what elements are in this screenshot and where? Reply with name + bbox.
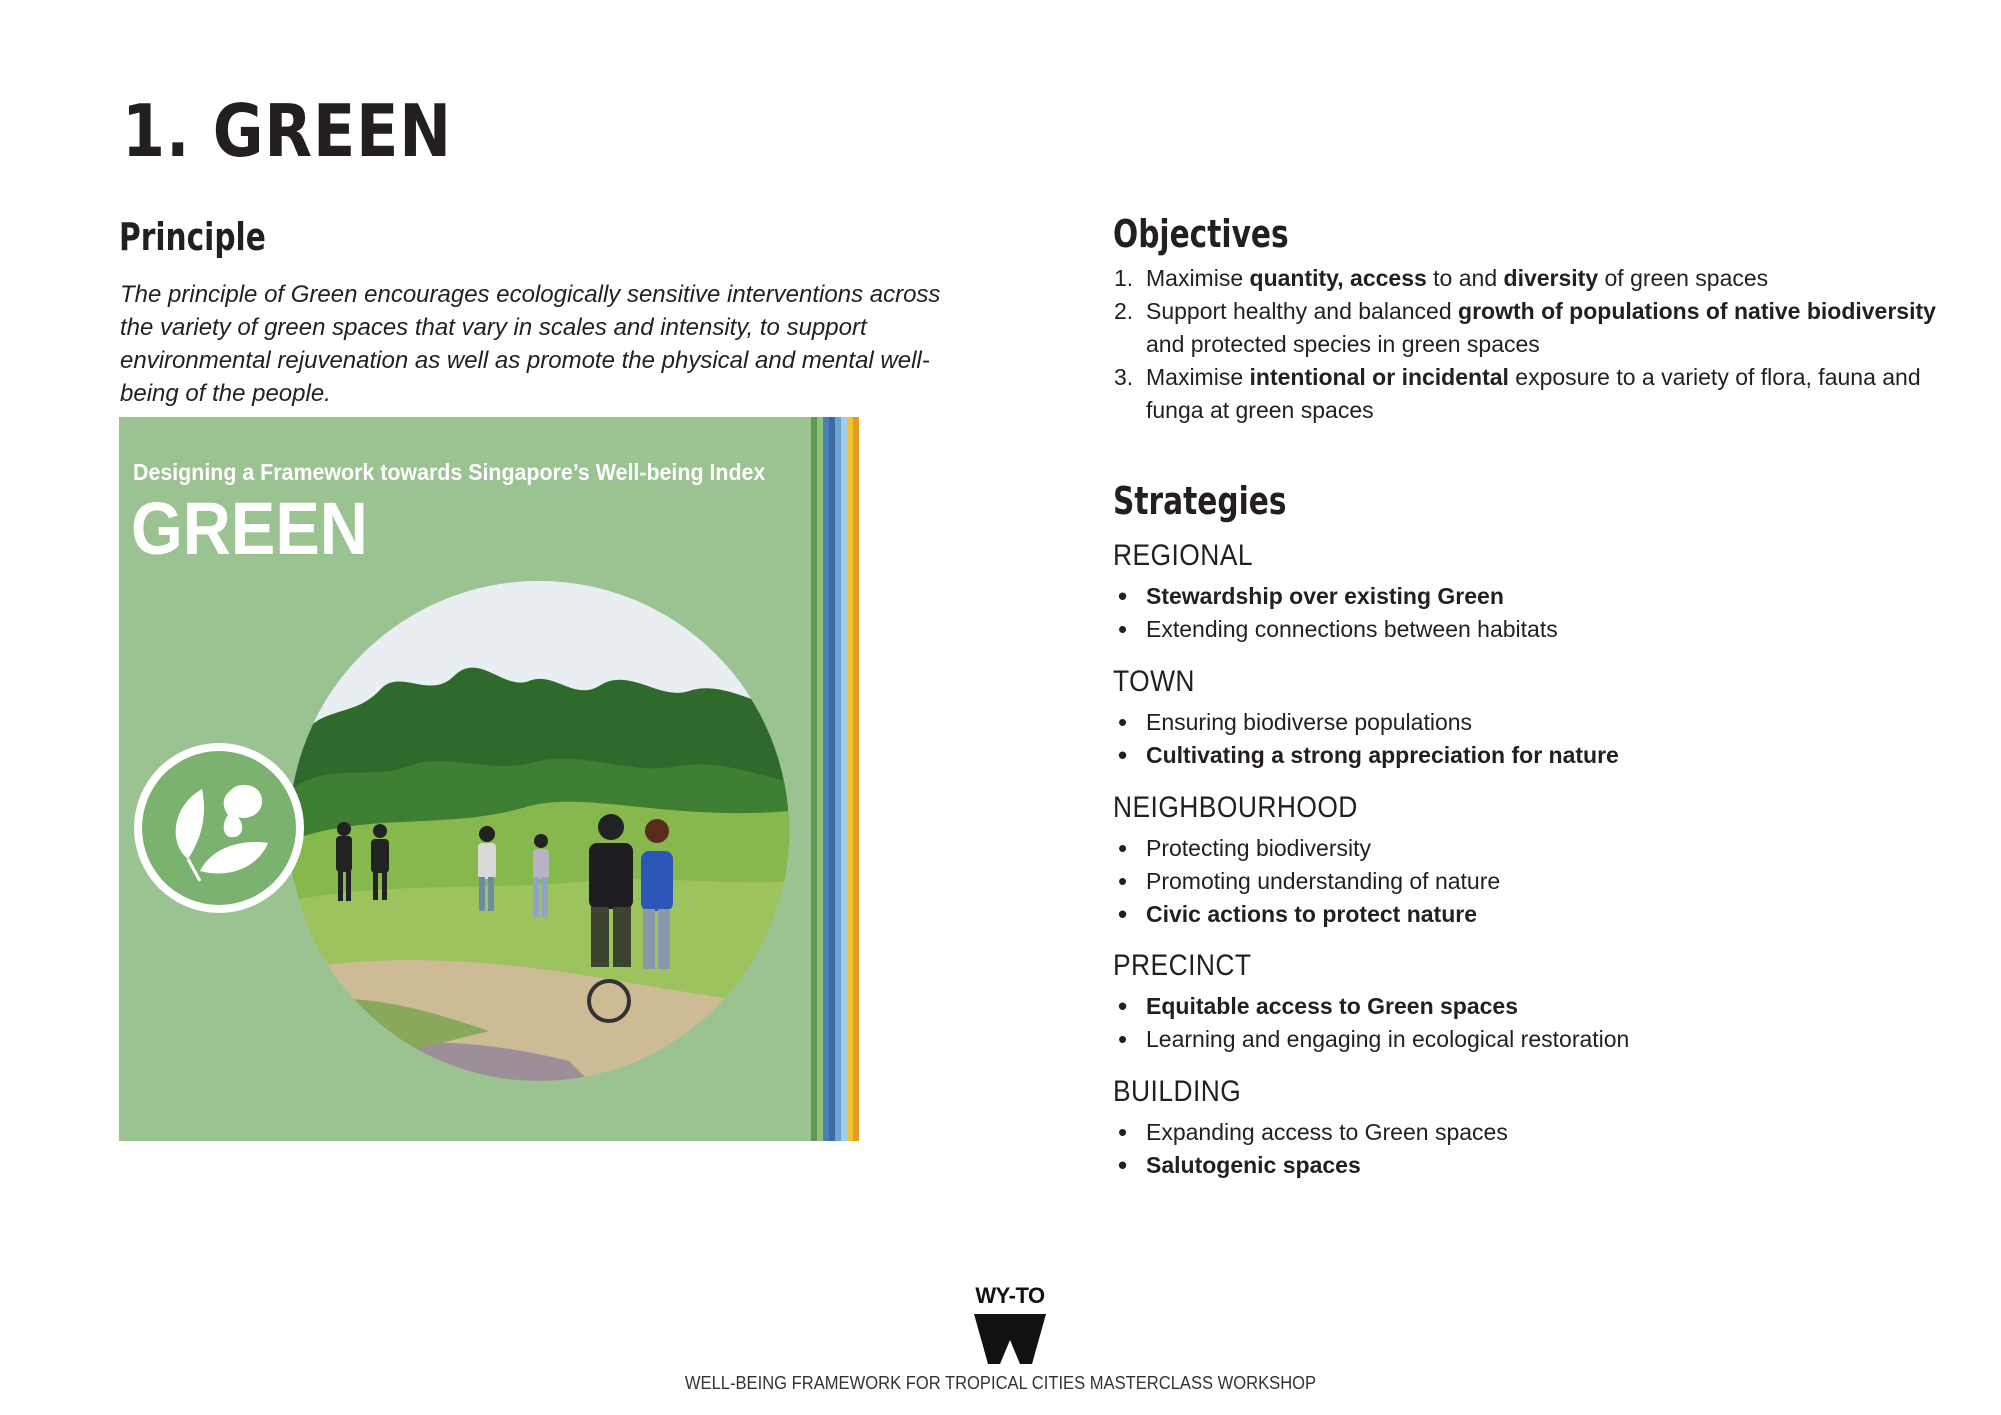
cover-subtitle: Designing a Framework towards Singapore’s Well-being Index	[133, 459, 766, 485]
objective-number: 1.	[1114, 265, 1134, 291]
strategy-level-heading: BUILDING	[1113, 1075, 1242, 1108]
objective-item	[1114, 262, 1964, 295]
strategy-item: • Extending connections between habitats	[1114, 613, 1558, 646]
strategy-list	[1114, 832, 1500, 931]
objective-text: and protected species in green spaces	[1146, 331, 1540, 357]
strategy-list	[1114, 1116, 1508, 1182]
park-photo-illustration	[289, 581, 789, 1081]
strategy-list	[1114, 990, 1629, 1056]
park-photo	[289, 581, 789, 1081]
strategy-item: • Learning and engaging in ecological restoration	[1114, 1023, 1629, 1056]
strategy-item: • Expanding access to Green spaces	[1114, 1116, 1508, 1149]
objective-text: Maximise	[1146, 364, 1250, 390]
cover-color-stripes	[811, 417, 859, 1141]
objective-text: Maximise	[1146, 265, 1250, 291]
strategy-item: • Ensuring biodiverse populations	[1114, 706, 1619, 739]
objective-emphasis: growth of populations of native biodiversity	[1458, 298, 1936, 324]
principle-text: The principle of Green encourages ecologically sensitive interventions across the variety of green spaces that vary in scales and intensity, to support environmental rejuvenation as well as promote the physical and mental well-being of the people.	[120, 281, 941, 407]
logo-text: WY-TO	[975, 1283, 1045, 1308]
objective-emphasis: quantity, access	[1249, 265, 1427, 291]
strategy-list	[1114, 706, 1619, 772]
strategy-list	[1114, 580, 1558, 646]
page-title: 1. GREEN	[122, 89, 452, 173]
leaf-butterfly-icon	[142, 751, 296, 905]
strategy-item: • Equitable access to Green spaces	[1114, 990, 1629, 1023]
w-logo-icon	[970, 1284, 1050, 1368]
objective-item	[1114, 361, 1964, 427]
objective-text: to and	[1426, 265, 1504, 291]
objectives-heading: Objectives	[1113, 212, 1289, 256]
cover-stripe	[853, 417, 859, 1141]
objective-emphasis: diversity	[1503, 265, 1599, 291]
strategy-item: • Cultivating a strong appreciation for nature	[1114, 739, 1619, 772]
objective-text: of green spaces	[1598, 265, 1769, 291]
strategy-level-heading: REGIONAL	[1113, 539, 1253, 572]
cover-title: GREEN	[131, 487, 368, 570]
objectives-list	[1114, 262, 1964, 427]
strategy-item: • Civic actions to protect nature	[1114, 898, 1500, 931]
objective-number: 2.	[1114, 298, 1134, 324]
objective-number: 3.	[1114, 364, 1134, 390]
strategy-item: • Promoting understanding of nature	[1114, 865, 1500, 898]
footer-text: WELL-BEING FRAMEWORK FOR TROPICAL CITIES MASTERCLASS WORKSHOP	[684, 1373, 1317, 1393]
strategy-level-heading: TOWN	[1113, 665, 1195, 698]
wy-to-logo	[970, 1284, 1050, 1368]
principle-heading: Principle	[119, 215, 266, 259]
strategy-item: • Protecting biodiversity	[1114, 832, 1500, 865]
objective-text: exposure to a variety of flora, fauna and funga at green spaces	[1146, 364, 1921, 423]
objective-item	[1114, 295, 1964, 361]
strategy-item: • Stewardship over existing Green	[1114, 580, 1558, 613]
objective-emphasis: intentional or incidental	[1249, 364, 1509, 390]
green-badge	[134, 743, 304, 913]
strategy-item: • Salutogenic spaces	[1114, 1149, 1508, 1182]
strategy-level-heading: PRECINCT	[1113, 949, 1252, 982]
objective-text: Support healthy and balanced	[1146, 298, 1459, 324]
cover-image	[119, 417, 859, 1141]
strategy-level-heading: NEIGHBOURHOOD	[1113, 791, 1358, 824]
strategies-heading: Strategies	[1113, 479, 1287, 523]
